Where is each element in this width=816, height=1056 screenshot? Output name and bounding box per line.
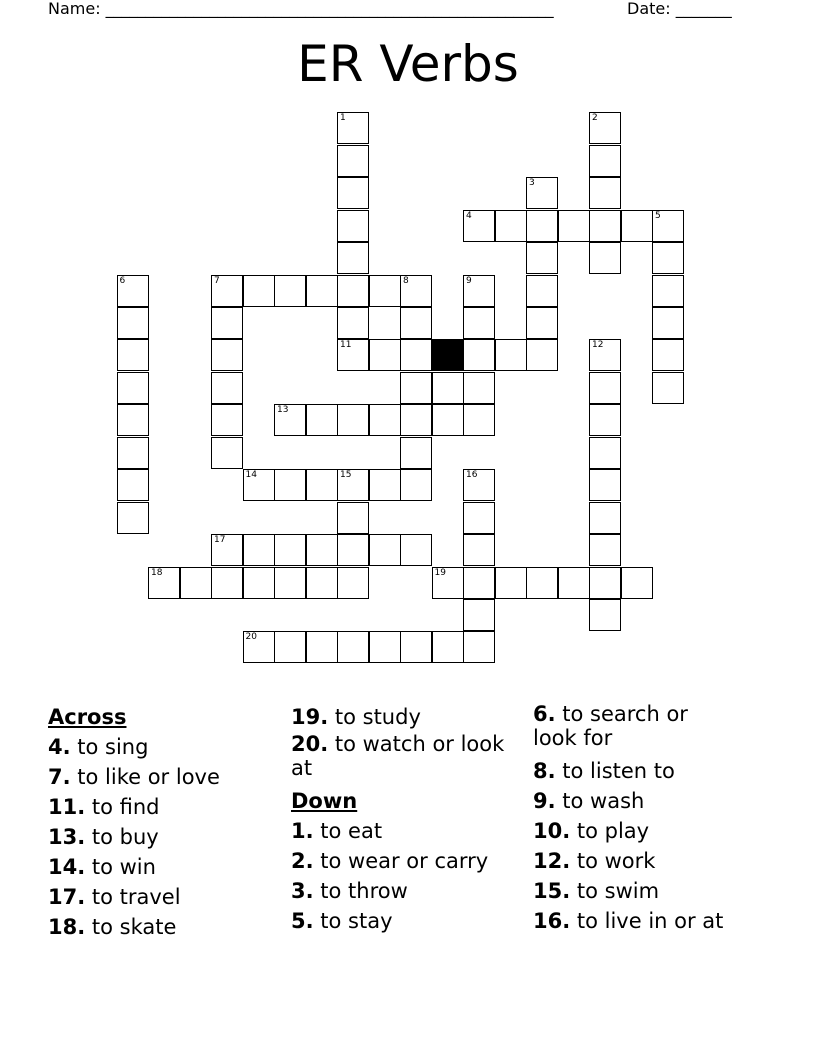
grid-cell[interactable] [369, 275, 401, 307]
clue-item [291, 732, 521, 786]
clue-text: to study [328, 705, 421, 729]
clue-text: to wear or carry [313, 849, 489, 873]
grid-cell[interactable] [400, 372, 432, 404]
grid-cell[interactable] [400, 469, 432, 501]
clue-item [291, 816, 521, 846]
clue-number: 3 [529, 178, 535, 189]
clue-text: to skate [85, 915, 177, 939]
clue-item [533, 876, 733, 906]
clue-number-label: 18. [48, 915, 86, 939]
grid-cell[interactable] [337, 275, 369, 307]
grid-cell[interactable] [337, 469, 369, 501]
clue-number: 20 [245, 632, 257, 643]
clue-text: to swim [570, 879, 660, 903]
grid-cell[interactable] [337, 534, 369, 566]
clue-item [291, 906, 521, 936]
grid-cell[interactable] [589, 599, 621, 631]
grid-cell[interactable] [526, 567, 558, 599]
grid-cell[interactable] [211, 567, 243, 599]
clue-number-label: 5. [291, 909, 314, 933]
clue-text: to watch or look at [291, 732, 505, 780]
clue-text: to work [570, 849, 656, 873]
clue-item [533, 906, 733, 936]
clue-number: 14 [245, 470, 257, 481]
grid-cell[interactable] [463, 631, 495, 663]
grid-cell[interactable] [337, 631, 369, 663]
clue-item [533, 702, 733, 756]
clue-text: to stay [313, 909, 393, 933]
clue-item [48, 732, 278, 762]
clue-item [48, 882, 278, 912]
clue-text: to like or love [70, 765, 220, 789]
clue-number: 18 [151, 567, 163, 578]
black-square [432, 339, 464, 371]
grid-cell[interactable] [211, 275, 243, 307]
grid-cell[interactable] [180, 567, 212, 599]
clue-number-label: 14. [48, 855, 86, 879]
clue-text: to find [85, 795, 160, 819]
grid-cell[interactable] [526, 339, 558, 371]
grid-cell[interactable] [589, 242, 621, 274]
grid-cell[interactable] [117, 339, 149, 371]
grid-cell[interactable] [243, 631, 275, 663]
grid-cell[interactable] [463, 404, 495, 436]
clue-item [533, 816, 733, 846]
grid-cell[interactable] [432, 631, 464, 663]
grid-cell[interactable] [589, 372, 621, 404]
clue-number-label: 13. [48, 825, 86, 849]
clue-item [533, 756, 733, 786]
clue-text: to play [570, 819, 650, 843]
grid-cell[interactable] [526, 307, 558, 339]
grid-cell[interactable] [274, 275, 306, 307]
grid-cell[interactable] [589, 404, 621, 436]
grid-cell[interactable] [526, 177, 558, 209]
grid-cell[interactable] [432, 567, 464, 599]
grid-cell[interactable] [306, 404, 338, 436]
clue-number: 11 [340, 340, 352, 351]
grid-cell[interactable] [495, 339, 527, 371]
grid-cell[interactable] [432, 404, 464, 436]
grid-cell[interactable] [117, 404, 149, 436]
clues-column-3 [533, 702, 733, 936]
grid-cell[interactable] [274, 469, 306, 501]
grid-cell[interactable] [306, 275, 338, 307]
date-field-label[interactable]: Date: _______ [627, 0, 732, 18]
grid-cell[interactable] [337, 404, 369, 436]
grid-cell[interactable] [148, 567, 180, 599]
grid-cell[interactable] [243, 469, 275, 501]
clue-number-label: 7. [48, 765, 71, 789]
grid-cell[interactable] [463, 210, 495, 242]
grid-cell[interactable] [463, 372, 495, 404]
down-header: Down [291, 789, 358, 813]
grid-cell[interactable] [337, 567, 369, 599]
grid-cell[interactable] [400, 404, 432, 436]
clues-column-2 [291, 702, 521, 936]
grid-cell[interactable] [589, 567, 621, 599]
grid-cell[interactable] [211, 534, 243, 566]
clue-number: 6 [119, 275, 126, 286]
grid-cell[interactable] [495, 210, 527, 242]
clue-item [48, 852, 278, 882]
grid-cell[interactable] [400, 534, 432, 566]
grid-cell[interactable] [463, 567, 495, 599]
grid-cell[interactable] [463, 534, 495, 566]
grid-cell[interactable] [274, 567, 306, 599]
grid-cell[interactable] [463, 339, 495, 371]
grid-cell[interactable] [400, 339, 432, 371]
grid-cell[interactable] [243, 275, 275, 307]
grid-cell[interactable] [495, 567, 527, 599]
grid-cell[interactable] [621, 210, 653, 242]
clue-text: to listen to [555, 759, 675, 783]
grid-cell[interactable] [400, 275, 432, 307]
grid-cell[interactable] [652, 372, 684, 404]
clue-number-label: 1. [291, 819, 314, 843]
grid-cell[interactable] [463, 469, 495, 501]
clue-item [533, 846, 733, 876]
clue-number: 12 [592, 340, 604, 351]
clue-number: 13 [277, 405, 289, 416]
clue-text: to sing [70, 735, 149, 759]
grid-cell[interactable] [652, 242, 684, 274]
clue-item [291, 846, 521, 876]
grid-cell[interactable] [337, 307, 369, 339]
grid-cell[interactable] [117, 437, 149, 469]
grid-cell[interactable] [337, 210, 369, 242]
clue-text: to search or look for [533, 702, 688, 750]
clue-number-label: 11. [48, 795, 86, 819]
grid-cell[interactable] [274, 631, 306, 663]
grid-cell[interactable] [463, 599, 495, 631]
grid-cell[interactable] [211, 339, 243, 371]
grid-cell[interactable] [589, 502, 621, 534]
clue-number-label: 3. [291, 879, 314, 903]
page-title: ER Verbs [297, 35, 519, 93]
grid-cell[interactable] [652, 339, 684, 371]
clue-number-label: 17. [48, 885, 86, 909]
grid-cell[interactable] [337, 339, 369, 371]
grid-cell[interactable] [369, 631, 401, 663]
grid-cell[interactable] [306, 469, 338, 501]
grid-cell[interactable] [526, 275, 558, 307]
clue-number-label: 15. [533, 879, 571, 903]
grid-cell[interactable] [621, 567, 653, 599]
grid-cell[interactable] [337, 112, 369, 144]
grid-cell[interactable] [211, 372, 243, 404]
clue-number-label: 4. [48, 735, 71, 759]
grid-cell[interactable] [274, 404, 306, 436]
grid-cell[interactable] [337, 242, 369, 274]
grid-cell[interactable] [589, 534, 621, 566]
grid-cell[interactable] [274, 534, 306, 566]
clue-item [48, 822, 278, 852]
grid-cell[interactable] [589, 210, 621, 242]
clue-number-label: 2. [291, 849, 314, 873]
clue-number-label: 19. [291, 705, 329, 729]
grid-cell[interactable] [589, 469, 621, 501]
grid-cell[interactable] [432, 372, 464, 404]
grid-cell[interactable] [369, 534, 401, 566]
grid-cell[interactable] [211, 437, 243, 469]
clue-number-label: 12. [533, 849, 571, 873]
grid-cell[interactable] [369, 469, 401, 501]
grid-cell[interactable] [589, 339, 621, 371]
grid-cell[interactable] [463, 307, 495, 339]
grid-cell[interactable] [652, 307, 684, 339]
grid-cell[interactable] [589, 145, 621, 177]
grid-cell[interactable] [117, 275, 149, 307]
clue-text: to live in or at [570, 909, 724, 933]
clue-number-label: 16. [533, 909, 571, 933]
clue-item [291, 876, 521, 906]
grid-cell[interactable] [400, 307, 432, 339]
clue-text: to eat [313, 819, 383, 843]
grid-cell[interactable] [243, 534, 275, 566]
clue-number: 9 [466, 275, 472, 286]
grid-cell[interactable] [117, 307, 149, 339]
across-header: Across [48, 705, 127, 729]
grid-cell[interactable] [211, 307, 243, 339]
grid-cell[interactable] [369, 339, 401, 371]
grid-cell[interactable] [337, 145, 369, 177]
clue-number-label: 8. [533, 759, 556, 783]
grid-cell[interactable] [526, 242, 558, 274]
clue-item [48, 792, 278, 822]
clue-number: 1 [340, 113, 346, 124]
clue-text: to win [85, 855, 156, 879]
grid-cell[interactable] [117, 372, 149, 404]
clue-number: 17 [214, 535, 226, 546]
grid-cell[interactable] [306, 534, 338, 566]
grid-cell[interactable] [400, 631, 432, 663]
clue-number: 7 [214, 275, 220, 286]
grid-cell[interactable] [117, 502, 149, 534]
grid-cell[interactable] [652, 275, 684, 307]
grid-cell[interactable] [306, 567, 338, 599]
clue-number: 16 [466, 470, 478, 481]
clue-number: 19 [434, 567, 446, 578]
grid-cell[interactable] [463, 502, 495, 534]
clue-number: 5 [655, 210, 661, 221]
clue-item [533, 786, 733, 816]
grid-cell[interactable] [463, 275, 495, 307]
grid-cell[interactable] [652, 210, 684, 242]
clue-number: 4 [466, 210, 472, 221]
grid-cell[interactable] [558, 567, 590, 599]
clue-number-label: 6. [533, 702, 556, 726]
clue-number: 2 [592, 113, 598, 124]
grid-cell[interactable] [589, 437, 621, 469]
grid-cell[interactable] [337, 502, 369, 534]
grid-cell[interactable] [337, 177, 369, 209]
name-field-label[interactable]: Name: ________________________________________________________ [48, 0, 554, 18]
clue-text: to throw [313, 879, 408, 903]
grid-cell[interactable] [400, 437, 432, 469]
clue-number: 8 [403, 275, 409, 286]
clue-text: to travel [85, 885, 181, 909]
clue-number-label: 20. [291, 732, 329, 756]
grid-cell[interactable] [589, 177, 621, 209]
grid-cell[interactable] [211, 404, 243, 436]
clue-item [291, 702, 521, 732]
grid-cell[interactable] [558, 210, 590, 242]
grid-cell[interactable] [243, 567, 275, 599]
clue-number-label: 9. [533, 789, 556, 813]
clues-column-1 [48, 702, 278, 942]
clue-item [48, 762, 278, 792]
clue-item [48, 912, 278, 942]
clue-number: 15 [340, 470, 352, 481]
clue-number-label: 10. [533, 819, 571, 843]
grid-cell[interactable] [306, 631, 338, 663]
grid-cell[interactable] [589, 112, 621, 144]
grid-cell[interactable] [117, 469, 149, 501]
grid-cell[interactable] [526, 210, 558, 242]
clue-text: to wash [555, 789, 645, 813]
clue-text: to buy [85, 825, 159, 849]
grid-cell[interactable] [369, 404, 401, 436]
